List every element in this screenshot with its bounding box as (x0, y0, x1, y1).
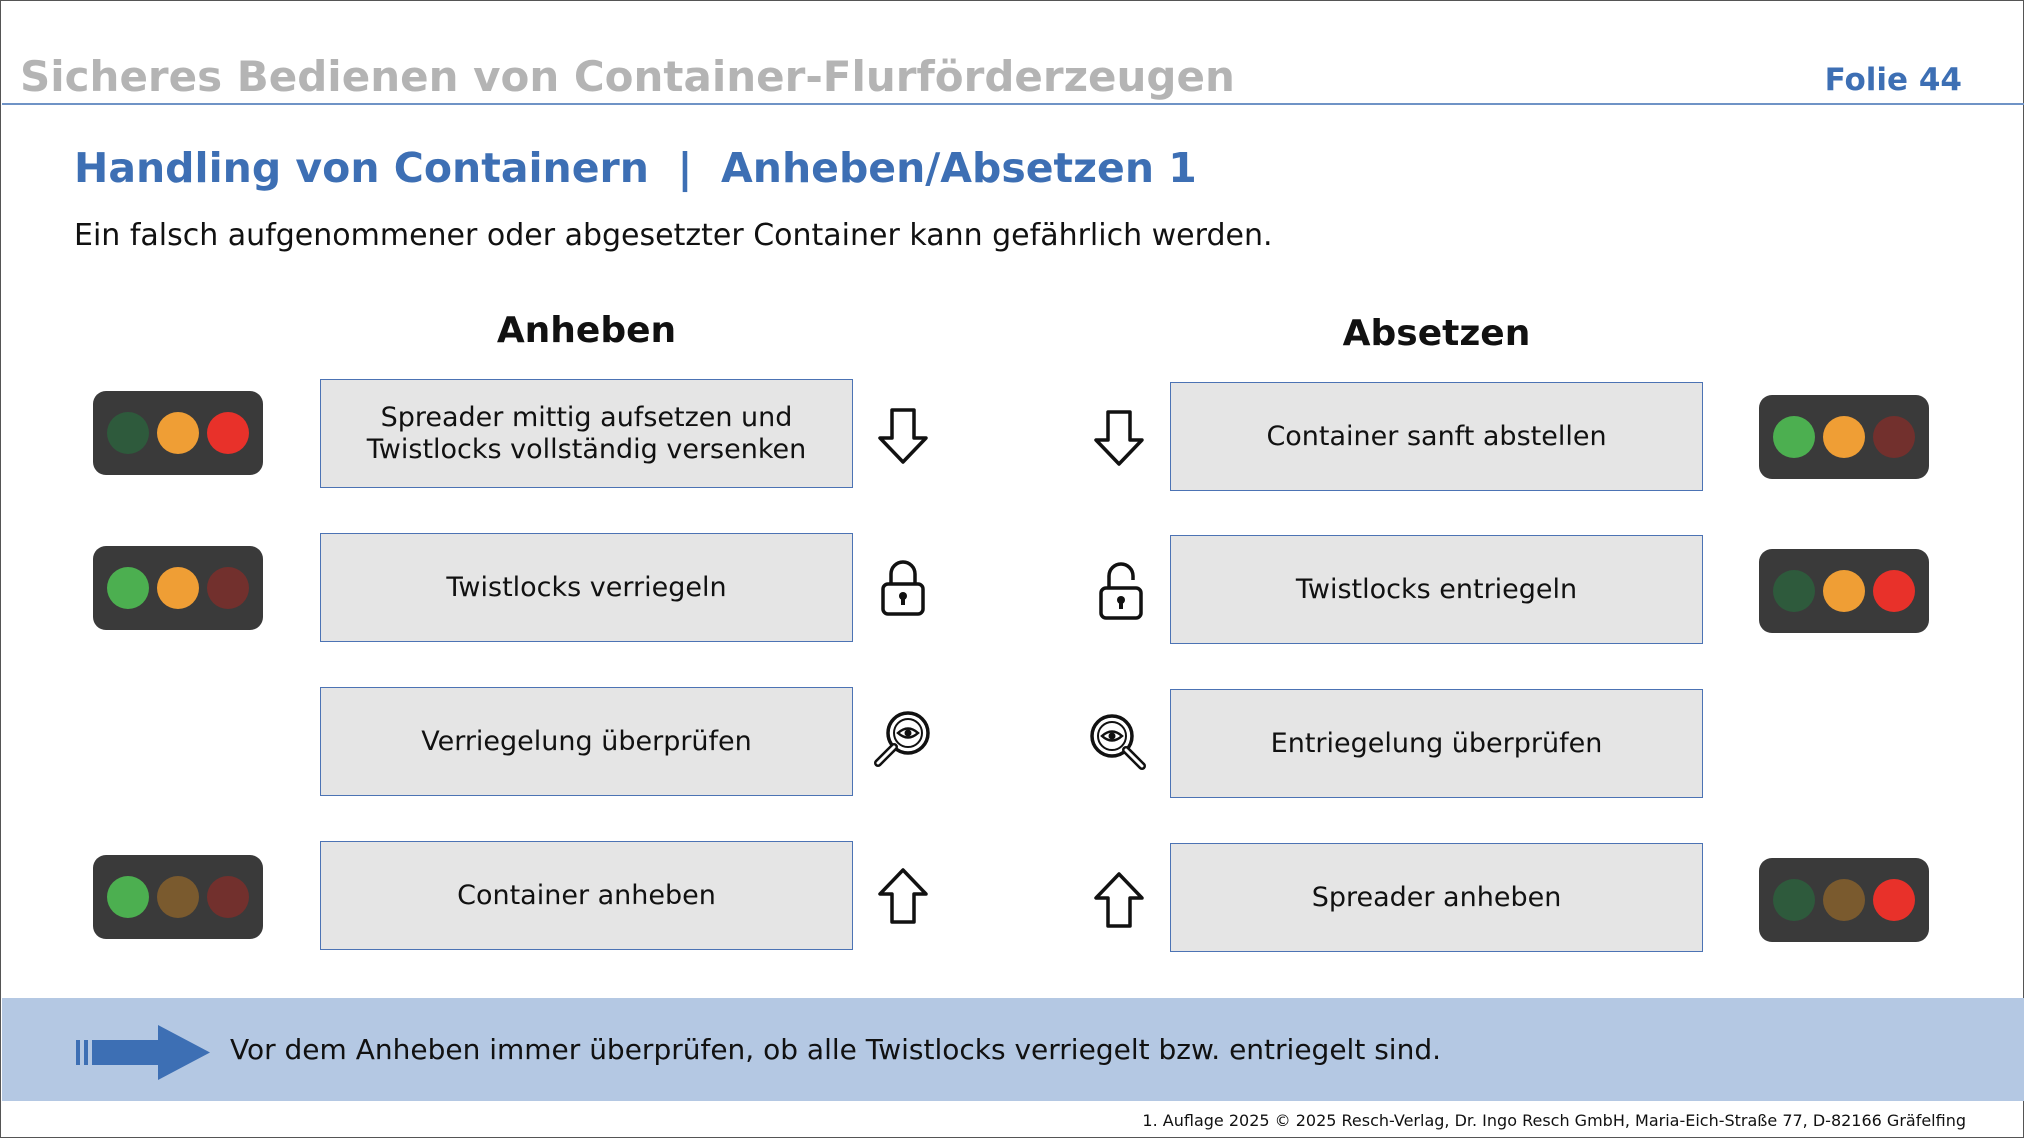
lamp-red (207, 412, 249, 454)
arrow-up-icon (1084, 864, 1154, 934)
lamp-yellow (1823, 416, 1865, 458)
step-box-absetzen-3 (1170, 689, 1703, 798)
arrow-down-icon (868, 400, 938, 470)
step-label: Verriegelung überprüfen (421, 725, 752, 757)
step-label: Container anheben (457, 879, 716, 911)
step-box-anheben-3 (320, 687, 853, 796)
column-heading-absetzen: Absetzen (1342, 313, 1531, 354)
footer-copyright: 1. Auflage 2025 © 2025 Resch-Verlag, Dr. Ingo Resch GmbH, Maria-Eich-Straße 77, D-82166 Gräfelfing (1142, 1111, 1966, 1130)
lamp-green (107, 876, 149, 918)
lock-open-icon (1086, 556, 1156, 626)
hint-text: Vor dem Anheben immer überprüfen, ob alle Twistlocks verriegelt bzw. entriegelt sind. (230, 1033, 1441, 1066)
page-title: Handling von Containern | Anheben/Absetzen 1 (74, 144, 1197, 192)
lamp-yellow (157, 876, 199, 918)
lamp-red (1873, 879, 1915, 921)
step-label: Spreader mittig aufsetzen und Twistlocks vollständig versenken (366, 401, 807, 465)
lamp-green (1773, 570, 1815, 612)
header-divider (2, 103, 2024, 105)
lamp-yellow (157, 412, 199, 454)
traffic-light-green (93, 546, 263, 630)
magnifier-eye-icon (866, 705, 936, 775)
arrow-down-icon (1084, 402, 1154, 472)
lamp-green (107, 412, 149, 454)
traffic-light-green-yellow (1759, 395, 1929, 479)
traffic-light-red (93, 391, 263, 475)
intro-text: Ein falsch aufgenommener oder abgesetzter Container kann gefährlich werden. (74, 218, 1273, 253)
step-label: Entriegelung überprüfen (1270, 727, 1603, 759)
lamp-yellow (1823, 570, 1865, 612)
lamp-green (1773, 416, 1815, 458)
step-box-anheben-1 (320, 379, 853, 488)
lock-closed-icon (868, 552, 938, 622)
traffic-light-green (93, 855, 263, 939)
traffic-light-yellow-red (1759, 549, 1929, 633)
column-heading-anheben: Anheben (496, 310, 677, 351)
step-box-absetzen-4 (1170, 843, 1703, 952)
step-box-absetzen-2 (1170, 535, 1703, 644)
step-box-anheben-2 (320, 533, 853, 642)
lamp-red (207, 876, 249, 918)
lamp-red (1873, 570, 1915, 612)
step-box-absetzen-1 (1170, 382, 1703, 491)
step-label: Spreader anheben (1311, 881, 1562, 913)
traffic-light-red (1759, 858, 1929, 942)
step-box-anheben-4 (320, 841, 853, 950)
lamp-green (107, 567, 149, 609)
lamp-yellow (1823, 879, 1865, 921)
lamp-red (1873, 416, 1915, 458)
lamp-red (207, 567, 249, 609)
arrow-right-icon (76, 1025, 211, 1080)
arrow-up-icon (868, 860, 938, 930)
step-label: Twistlocks entriegeln (1295, 573, 1578, 605)
lamp-green (1773, 879, 1815, 921)
header-title: Sicheres Bedienen von Container-Flurförderzeugen (20, 52, 1235, 101)
lamp-yellow (157, 567, 199, 609)
step-label: Container sanft abstellen (1266, 420, 1607, 452)
slide-number: Folie 44 (1824, 62, 1962, 98)
magnifier-eye-icon (1084, 708, 1154, 778)
step-label: Twistlocks verriegeln (446, 571, 727, 603)
